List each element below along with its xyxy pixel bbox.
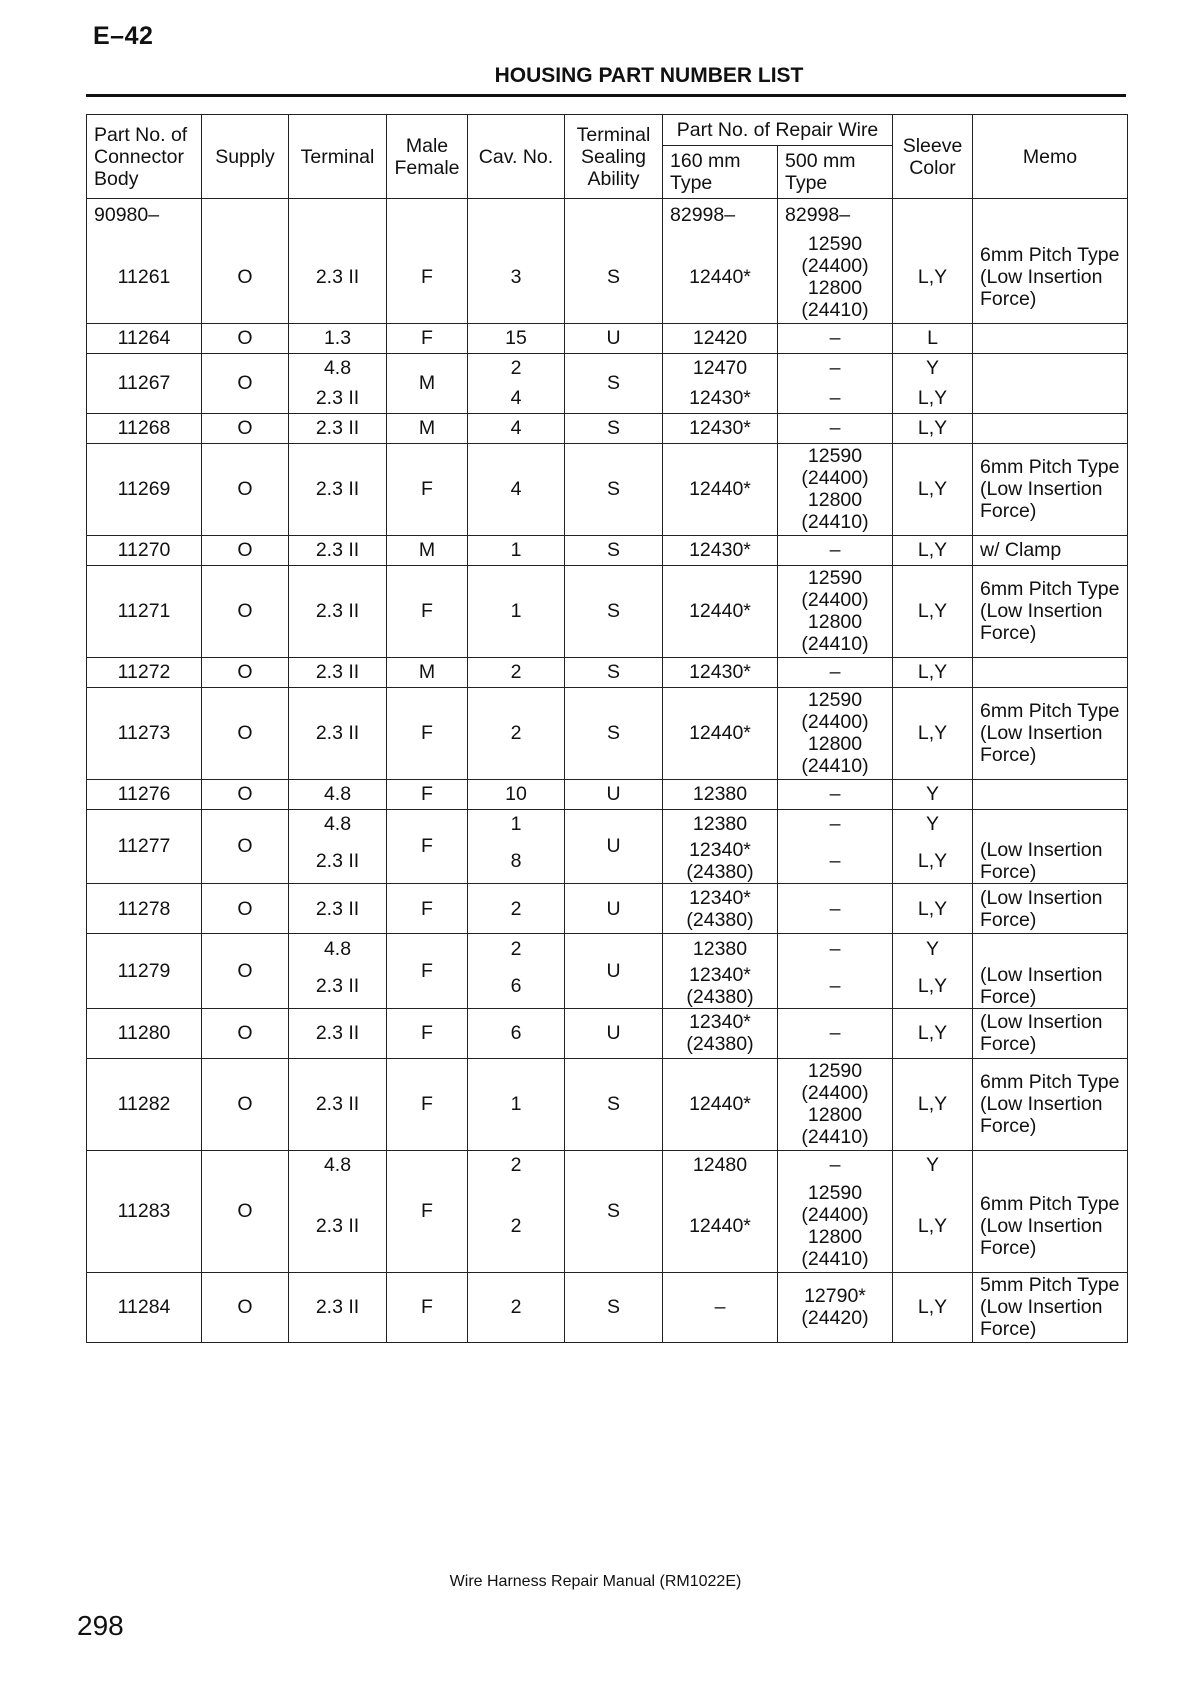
cell-part-no: 11283 — [87, 1150, 202, 1272]
cell-sealing: U — [565, 934, 663, 1009]
cell-male-female: F — [387, 231, 468, 323]
cell-repair-160mm: 12380 — [663, 934, 778, 964]
cell-terminal: 2.3 II — [289, 884, 387, 934]
cell-terminal: 2.3 II — [289, 1058, 387, 1150]
cell-supply: O — [202, 934, 289, 1009]
cell-sealing: U — [565, 884, 663, 934]
cell-terminal: 2.3 II — [289, 1008, 387, 1058]
cell-repair-500mm: – — [778, 779, 893, 809]
cell-repair-160mm: 12340* (24380) — [663, 964, 778, 1009]
table-row — [87, 413, 1128, 443]
cell-part-no: 11280 — [87, 1008, 202, 1058]
cell-part-no: 11269 — [87, 443, 202, 535]
cell-male-female: F — [387, 1272, 468, 1342]
cell-terminal: 4.8 — [289, 353, 387, 383]
cell-male-female: F — [387, 1008, 468, 1058]
table-row — [87, 1150, 1128, 1180]
table-row — [87, 779, 1128, 809]
cell-memo: 6mm Pitch Type (Low Insertion Force) — [973, 443, 1128, 535]
cell-sealing: U — [565, 323, 663, 353]
cell-male-female: F — [387, 779, 468, 809]
cell-repair-160mm: 12430* — [663, 657, 778, 687]
col-header-male-female: Male Female — [387, 115, 468, 199]
cell-male-female: M — [387, 535, 468, 565]
col-header-supply: Supply — [202, 115, 289, 199]
cell-repair-160mm: 12340* (24380) — [663, 839, 778, 884]
cell-memo: (Low Insertion Force) — [973, 839, 1128, 884]
cell-part-no: 11276 — [87, 779, 202, 809]
cell-supply: O — [202, 1058, 289, 1150]
table-row — [87, 353, 1128, 383]
cell-sleeve-color: L,Y — [893, 383, 973, 413]
cell-supply: O — [202, 353, 289, 413]
cell-sleeve-color: L,Y — [893, 1008, 973, 1058]
cell-repair-500mm: – — [778, 964, 893, 1009]
cell-cav-no: 3 — [468, 231, 565, 323]
cell-part-no: 11277 — [87, 809, 202, 884]
cell-supply: O — [202, 413, 289, 443]
cell-sleeve-color: L,Y — [893, 1180, 973, 1272]
cell-part-no: 11273 — [87, 687, 202, 779]
cell-memo — [973, 779, 1128, 809]
cell-part-no: 11267 — [87, 353, 202, 413]
cell-part-no: 11270 — [87, 535, 202, 565]
cell-terminal: 2.3 II — [289, 535, 387, 565]
cell-repair-160mm: 12480 — [663, 1150, 778, 1180]
cell-part-no: 11261 — [87, 231, 202, 323]
cell-sealing: U — [565, 1008, 663, 1058]
title-rule — [86, 94, 1126, 97]
cell-terminal: 4.8 — [289, 934, 387, 964]
cell-memo — [973, 657, 1128, 687]
cell-repair-500mm: – — [778, 1008, 893, 1058]
cell-sealing: S — [565, 231, 663, 323]
cell-sleeve-color: Y — [893, 1150, 973, 1180]
cell-repair-160mm: 12440* — [663, 231, 778, 323]
table-row — [87, 809, 1128, 839]
cell-memo — [973, 934, 1128, 964]
cell-terminal: 4.8 — [289, 809, 387, 839]
cell-memo: 6mm Pitch Type (Low Insertion Force) — [973, 1058, 1128, 1150]
cell-repair-160mm: 12430* — [663, 413, 778, 443]
table-row — [87, 884, 1128, 934]
cell-cav-no: 8 — [468, 839, 565, 884]
cell-sealing: S — [565, 687, 663, 779]
cell-repair-160mm: 12440* — [663, 443, 778, 535]
cell-cav-no: 2 — [468, 1272, 565, 1342]
cell-sleeve-color: Y — [893, 934, 973, 964]
cell-sleeve-color: L — [893, 323, 973, 353]
cell-cav-no: 4 — [468, 413, 565, 443]
cell-repair-500mm: – — [778, 934, 893, 964]
cell-supply: O — [202, 323, 289, 353]
page-number: 298 — [77, 1610, 124, 1641]
table-row — [87, 1058, 1128, 1150]
cell-sleeve-color: Y — [893, 353, 973, 383]
cell-cav-no: 1 — [468, 565, 565, 657]
table-row — [87, 565, 1128, 657]
cell-sleeve-color: L,Y — [893, 1272, 973, 1342]
cell-part-no: 11272 — [87, 657, 202, 687]
cell-sealing: S — [565, 1058, 663, 1150]
cell-terminal: 2.3 II — [289, 657, 387, 687]
cell-terminal: 2.3 II — [289, 839, 387, 884]
cell-male-female: M — [387, 353, 468, 413]
housing-part-table — [86, 114, 1128, 1343]
col-header-memo: Memo — [973, 115, 1128, 199]
col-header-terminal: Terminal — [289, 115, 387, 199]
cell-terminal: 2.3 II — [289, 1272, 387, 1342]
cell-part-no: 11282 — [87, 1058, 202, 1150]
cell-male-female: F — [387, 565, 468, 657]
cell-supply: O — [202, 779, 289, 809]
footer-manual-title: Wire Harness Repair Manual (RM1022E) — [449, 1573, 742, 1590]
cell-cav-no: 2 — [468, 884, 565, 934]
cell-memo: 6mm Pitch Type (Low Insertion Force) — [973, 1180, 1128, 1272]
cell-sleeve-color: L,Y — [893, 964, 973, 1009]
cell-terminal: 2.3 II — [289, 413, 387, 443]
cell-sealing: S — [565, 535, 663, 565]
cell-supply: O — [202, 443, 289, 535]
section-code: E–42 — [93, 22, 154, 50]
table-row — [87, 323, 1128, 353]
prefix-160mm: 82998– — [663, 199, 778, 232]
cell-terminal: 2.3 II — [289, 687, 387, 779]
cell-sealing: U — [565, 779, 663, 809]
cell-male-female: M — [387, 657, 468, 687]
cell-terminal: 2.3 II — [289, 1180, 387, 1272]
cell-repair-160mm: 12440* — [663, 1180, 778, 1272]
cell-male-female: F — [387, 323, 468, 353]
table-row — [87, 1272, 1128, 1342]
cell-memo: (Low Insertion Force) — [973, 964, 1128, 1009]
cell-male-female: F — [387, 443, 468, 535]
cell-sealing: S — [565, 353, 663, 413]
cell-repair-500mm: 12590 (24400) 12800 (24410) — [778, 1058, 893, 1150]
cell-repair-500mm: – — [778, 1150, 893, 1180]
table-row — [87, 443, 1128, 535]
cell-sleeve-color: L,Y — [893, 884, 973, 934]
cell-terminal: 2.3 II — [289, 964, 387, 1009]
cell-repair-500mm: – — [778, 884, 893, 934]
table-row — [87, 687, 1128, 779]
cell-memo: (Low Insertion Force) — [973, 884, 1128, 934]
cell-memo — [973, 353, 1128, 413]
cell-supply: O — [202, 565, 289, 657]
cell-sleeve-color: L,Y — [893, 413, 973, 443]
table-row — [87, 657, 1128, 687]
cell-supply: O — [202, 809, 289, 884]
cell-cav-no: 2 — [468, 657, 565, 687]
cell-sleeve-color: L,Y — [893, 657, 973, 687]
cell-male-female: F — [387, 934, 468, 1009]
cell-memo: 6mm Pitch Type (Low Insertion Force) — [973, 687, 1128, 779]
col-header-160mm: 160 mm Type — [663, 146, 778, 199]
cell-repair-160mm: 12470 — [663, 353, 778, 383]
cell-cav-no: 10 — [468, 779, 565, 809]
cell-repair-500mm: – — [778, 413, 893, 443]
cell-cav-no: 2 — [468, 934, 565, 964]
cell-repair-500mm: – — [778, 839, 893, 884]
cell-repair-500mm: – — [778, 809, 893, 839]
cell-male-female: M — [387, 413, 468, 443]
cell-memo — [973, 323, 1128, 353]
cell-sealing: S — [565, 1150, 663, 1272]
cell-sleeve-color: L,Y — [893, 1058, 973, 1150]
cell-sealing: S — [565, 565, 663, 657]
cell-sleeve-color: L,Y — [893, 687, 973, 779]
cell-sealing: S — [565, 413, 663, 443]
cell-sleeve-color: Y — [893, 779, 973, 809]
cell-cav-no: 2 — [468, 1180, 565, 1272]
cell-male-female: F — [387, 1058, 468, 1150]
cell-repair-500mm: 12590 (24400) 12800 (24410) — [778, 1180, 893, 1272]
cell-repair-160mm: 12380 — [663, 809, 778, 839]
cell-repair-160mm: 12440* — [663, 565, 778, 657]
cell-terminal: 1.3 — [289, 323, 387, 353]
cell-repair-160mm: 12340* (24380) — [663, 884, 778, 934]
cell-repair-500mm: – — [778, 353, 893, 383]
cell-sleeve-color: L,Y — [893, 565, 973, 657]
cell-cav-no: 6 — [468, 1008, 565, 1058]
cell-supply: O — [202, 1008, 289, 1058]
cell-sealing: S — [565, 443, 663, 535]
cell-terminal: 4.8 — [289, 779, 387, 809]
cell-repair-500mm: – — [778, 657, 893, 687]
cell-male-female: F — [387, 1150, 468, 1272]
cell-memo — [973, 413, 1128, 443]
col-header-part-no: Part No. of Connector Body — [87, 115, 202, 199]
cell-supply: O — [202, 657, 289, 687]
cell-repair-500mm: 12590 (24400) 12800 (24410) — [778, 443, 893, 535]
table-row — [87, 535, 1128, 565]
cell-repair-500mm: – — [778, 535, 893, 565]
cell-terminal: 2.3 II — [289, 231, 387, 323]
table-row — [87, 934, 1128, 964]
cell-supply: O — [202, 687, 289, 779]
cell-cav-no: 4 — [468, 383, 565, 413]
cell-part-no: 11284 — [87, 1272, 202, 1342]
cell-part-no: 11264 — [87, 323, 202, 353]
page-title: HOUSING PART NUMBER LIST — [494, 64, 804, 87]
cell-cav-no: 1 — [468, 1058, 565, 1150]
cell-cav-no: 15 — [468, 323, 565, 353]
cell-terminal: 2.3 II — [289, 383, 387, 413]
cell-repair-160mm: 12430* — [663, 535, 778, 565]
prefix-part: 90980– — [87, 199, 202, 232]
cell-cav-no: 6 — [468, 964, 565, 1009]
cell-supply: O — [202, 1272, 289, 1342]
cell-cav-no: 2 — [468, 1150, 565, 1180]
cell-male-female: F — [387, 687, 468, 779]
cell-part-no: 11278 — [87, 884, 202, 934]
cell-repair-160mm: 12420 — [663, 323, 778, 353]
cell-male-female: F — [387, 809, 468, 884]
cell-terminal: 2.3 II — [289, 443, 387, 535]
cell-cav-no: 1 — [468, 809, 565, 839]
cell-sleeve-color: L,Y — [893, 535, 973, 565]
col-header-500mm: 500 mm Type — [778, 146, 893, 199]
cell-repair-160mm: 12440* — [663, 1058, 778, 1150]
cell-memo: (Low Insertion Force) — [973, 1008, 1128, 1058]
cell-part-no: 11279 — [87, 934, 202, 1009]
cell-supply: O — [202, 884, 289, 934]
cell-sealing: U — [565, 809, 663, 884]
cell-repair-160mm: 12440* — [663, 687, 778, 779]
table-row — [87, 1008, 1128, 1058]
cell-cav-no: 4 — [468, 443, 565, 535]
cell-repair-500mm: 12590 (24400) 12800 (24410) — [778, 687, 893, 779]
cell-cav-no: 2 — [468, 687, 565, 779]
cell-repair-160mm: 12430* — [663, 383, 778, 413]
cell-sleeve-color: L,Y — [893, 443, 973, 535]
cell-repair-500mm: – — [778, 383, 893, 413]
cell-supply: O — [202, 1150, 289, 1272]
cell-repair-160mm: 12340* (24380) — [663, 1008, 778, 1058]
cell-supply: O — [202, 231, 289, 323]
cell-repair-500mm: 12590 (24400) 12800 (24410) — [778, 231, 893, 323]
cell-repair-160mm: 12380 — [663, 779, 778, 809]
col-header-sleeve-color: Sleeve Color — [893, 115, 973, 199]
cell-repair-500mm: 12590 (24400) 12800 (24410) — [778, 565, 893, 657]
table-row — [87, 231, 1128, 323]
cell-memo: w/ Clamp — [973, 535, 1128, 565]
cell-repair-500mm: 12790* (24420) — [778, 1272, 893, 1342]
col-header-cav-no: Cav. No. — [468, 115, 565, 199]
cell-memo — [973, 1150, 1128, 1180]
cell-memo: 5mm Pitch Type (Low Insertion Force) — [973, 1272, 1128, 1342]
cell-terminal: 4.8 — [289, 1150, 387, 1180]
cell-sealing: S — [565, 657, 663, 687]
cell-terminal: 2.3 II — [289, 565, 387, 657]
cell-part-no: 11271 — [87, 565, 202, 657]
cell-part-no: 11268 — [87, 413, 202, 443]
cell-cav-no: 2 — [468, 353, 565, 383]
cell-memo: 6mm Pitch Type (Low Insertion Force) — [973, 565, 1128, 657]
cell-male-female: F — [387, 884, 468, 934]
cell-memo — [973, 809, 1128, 839]
cell-sleeve-color: L,Y — [893, 231, 973, 323]
prefix-500mm: 82998– — [778, 199, 893, 232]
cell-repair-160mm: – — [663, 1272, 778, 1342]
cell-repair-500mm: – — [778, 323, 893, 353]
cell-sleeve-color: L,Y — [893, 839, 973, 884]
col-header-sealing: Terminal Sealing Ability — [565, 115, 663, 199]
prefix-row — [87, 199, 1128, 232]
cell-cav-no: 1 — [468, 535, 565, 565]
cell-sleeve-color: Y — [893, 809, 973, 839]
cell-memo: 6mm Pitch Type (Low Insertion Force) — [973, 231, 1128, 323]
cell-supply: O — [202, 535, 289, 565]
cell-sealing: S — [565, 1272, 663, 1342]
col-header-repair-wire: Part No. of Repair Wire — [663, 115, 893, 146]
